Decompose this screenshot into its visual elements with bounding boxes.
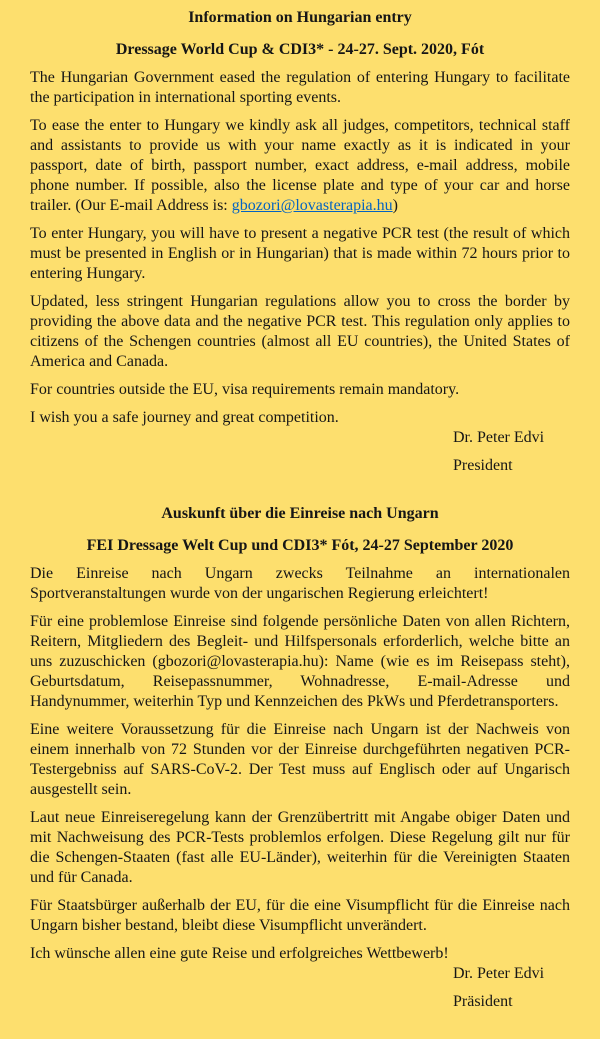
german-paragraph-6: Ich wünsche allen eine gute Reise und erfolgreiches Wettbewerb! <box>30 945 449 962</box>
german-paragraph-4: Laut neue Einreiseregelung kann der Grenzübertritt mit Angabe obiger Daten und mit Nachweisung des PCR-Tests problemlos erfolgen. Diese Regelung gilt nur für die Schengen-Staaten (fast alle EU-Länder), weiterhin für die Vereinigten Staaten und für Canada. <box>30 809 570 886</box>
german-paragraph-5: Für Staatsbürger außerhalb der EU, für die eine Visumpflicht für die Einreise nach Ungarn bisher bestand, bleibt diese Visumpflicht unverändert. <box>30 897 570 934</box>
english-signature-name: Dr. Peter Edvi <box>453 429 545 446</box>
german-signature-title: Präsident <box>453 993 513 1010</box>
german-paragraph-1: Die Einreise nach Ungarn zwecks Teilnahme an internationalen Sportveranstaltungen wurde von der ungarischen Regierung erleichtert! <box>30 565 570 602</box>
section-english <box>30 8 570 476</box>
english-paragraph-2-text: To ease the enter to Hungary we kindly ask all judges, competitors, technical staff and assistants to provide us with your name exactly as it is indicated in your passport, date of birth, passport number, exact address, e-mail address, mobile phone number. If possible, also the license plate and type of your car and horse trailer. (Our E-mail Address is: <box>30 117 570 214</box>
email-link[interactable]: gbozori@lovasterapia.hu <box>231 197 393 214</box>
german-signature-name: Dr. Peter Edvi <box>453 965 545 982</box>
german-title: Auskunft über die Einreise nach Ungarn <box>161 505 439 522</box>
section-german <box>30 504 570 1012</box>
german-paragraph-3: Eine weitere Voraussetzung für die Einreise nach Ungarn ist der Nachweis von einem innerhalb von 72 Stunden vor der Einreise durchgeführten negativen PCR-Testergebniss auf SARS-CoV-2. Der Test muss auf Englisch oder auf Ungarisch ausgestellt sein. <box>30 721 570 798</box>
english-paragraph-4: Updated, less stringent Hungarian regulations allow you to cross the border by providing the above data and the negative PCR test. This regulation only applies to citizens of the Schengen countries (almost all EU countries), the United States of America and Canada. <box>30 293 570 370</box>
english-paragraph-3: To enter Hungary, you will have to present a negative PCR test (the result of which must be presented in English or in Hungarian) that is made within 72 hours prior to entering Hungary. <box>30 225 570 282</box>
english-signature-title: President <box>453 457 513 474</box>
english-subtitle: Dressage World Cup & CDI3* - 24-27. Sept. 2020, Fót <box>115 41 485 58</box>
english-paragraph-2-closing: ) <box>392 197 398 214</box>
english-paragraph-5: For countries outside the EU, visa requirements remain mandatory. <box>30 381 460 398</box>
german-paragraph-2: Für eine problemlose Einreise sind folgende persönliche Daten von allen Richtern, Reitern, Mitgliedern des Begleit- und Hilfspersonals erforderlich, welche bitte an uns zuzuschicken (gbozori@lovasterapia.hu): Name (wie es im Reisepass steht), Geburtsdatum, Reisepassnummer, Wohnadresse, E-mail-Adresse und Handynummer, weiterhin Typ und Kennzeichen des PkWs und Pferdetransporters. <box>30 613 570 710</box>
german-subtitle: FEI Dressage Welt Cup und CDI3* Fót, 24-27 September 2020 <box>86 537 514 554</box>
english-paragraph-1: The Hungarian Government eased the regulation of entering Hungary to facilitate the participation in international sporting events. <box>30 69 570 106</box>
english-title: Information on Hungarian entry <box>188 9 412 26</box>
english-paragraph-6: I wish you a safe journey and great competition. <box>30 409 339 426</box>
english-paragraph-2 <box>30 116 570 216</box>
